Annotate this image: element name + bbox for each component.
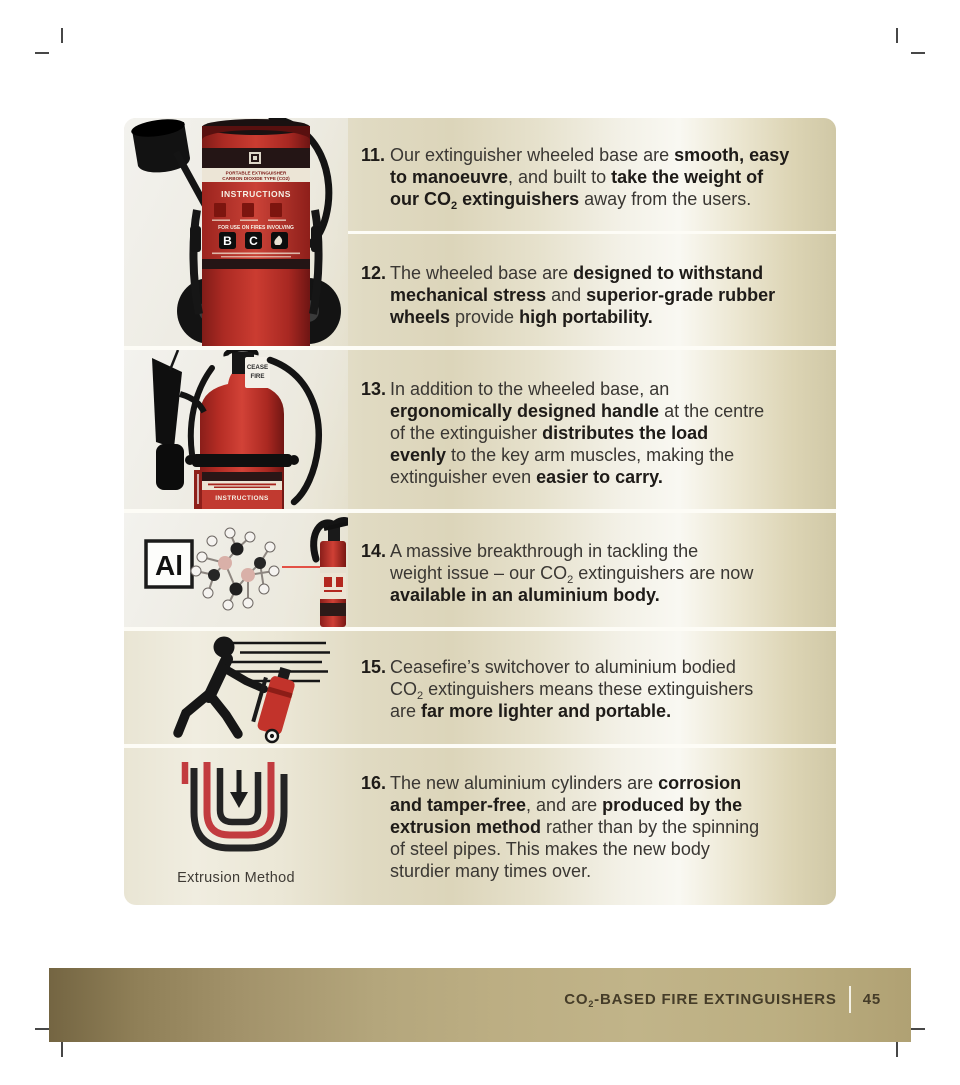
content-card (124, 118, 836, 905)
list-item-11 (361, 144, 823, 210)
small-extinguisher (314, 521, 348, 627)
handle-extinguisher-image (124, 350, 348, 509)
crop-mark (35, 1028, 49, 1030)
page-number: 45 (862, 990, 881, 1008)
item-text: The new aluminium cylinders are corrosion and tamper-free, and are produced by the extrusion method rather than by the spinning of steel pipes. This makes the new body sturdier many times over. (390, 773, 760, 881)
crop-mark (911, 52, 925, 54)
person-figure (178, 637, 264, 735)
row-divider (124, 509, 836, 513)
row-divider (124, 346, 836, 350)
instructions-label: INSTRUCTIONS (221, 189, 291, 199)
portable-person-icon (124, 631, 348, 744)
item-number: 13. (361, 379, 387, 399)
item-number: 12. (361, 263, 387, 283)
down-arrow-icon (230, 792, 248, 808)
row-divider (124, 627, 836, 631)
extrusion-method-icon (124, 748, 348, 905)
crop-mark (35, 52, 49, 54)
list-item-13 (361, 378, 823, 488)
row-divider (124, 744, 836, 748)
list-item-12 (361, 262, 823, 328)
crop-mark (61, 28, 63, 43)
list-item-16 (361, 772, 823, 882)
brand-label: FIRE (250, 373, 265, 380)
item-number: 14. (361, 541, 387, 561)
discharge-horn (152, 358, 182, 448)
molecule-atoms (191, 528, 279, 610)
text-divider (348, 231, 836, 234)
item-number: 11. (361, 145, 386, 165)
trolley-extinguisher (252, 664, 299, 736)
instructions-label: INSTRUCTIONS (215, 495, 269, 502)
crop-mark (896, 1042, 898, 1057)
class-b-badge: B (223, 234, 232, 248)
footer-content (564, 986, 881, 1013)
item-number: 16. (361, 773, 387, 793)
list-item-14 (361, 540, 823, 606)
footer-title: $CO_2$-BASED FIRE EXTINGUISHERS (564, 990, 837, 1009)
footer-separator (849, 986, 851, 1013)
class-c-badge: C (249, 234, 258, 248)
item-number: 15. (361, 657, 387, 677)
item-text: A massive breakthrough in tackling the weight issue – our $CO_2$ extinguishers are now available in an aluminium body. (390, 541, 754, 605)
wheeled-extinguisher-image (124, 118, 348, 346)
label-line1: PORTABLE EXTINGUISHER (225, 170, 287, 176)
list-item-15 (361, 656, 823, 722)
brand-label: CEASE (246, 364, 269, 371)
item-text: Ceasefire’s switchover to aluminium bodied $CO_2$ extinguishers means these extinguishers are far more lighter and portable. (390, 657, 754, 721)
item-text: Our extinguisher wheeled base are smooth, easy to manoeuvre, and built to take the weight of our $CO_2$ extinguishers away from the users. (390, 145, 790, 212)
item-text: The wheeled base are designed to withstand mechanical stress and superior-grade rubber wheels provide high portability. (390, 263, 776, 327)
item-text: In addition to the wheeled base, an ergonomically designed handle at the centre of the extinguisher distributes the load evenly to the key arm muscles, making the extinguisher even easier to carry. (390, 379, 765, 487)
aluminium-molecule-image (124, 513, 348, 627)
crop-mark (61, 1042, 63, 1057)
footer-bar (49, 968, 911, 1042)
label-line2: CARBON DIOXIDE TYPE (CO2) (222, 176, 290, 181)
fires-label: FOR USE ON FIRES INVOLVING (218, 225, 294, 231)
crop-mark (911, 1028, 925, 1030)
aluminium-symbol: Al (155, 550, 183, 581)
extrusion-caption: Extrusion Method (177, 870, 295, 886)
crop-mark (896, 28, 898, 43)
